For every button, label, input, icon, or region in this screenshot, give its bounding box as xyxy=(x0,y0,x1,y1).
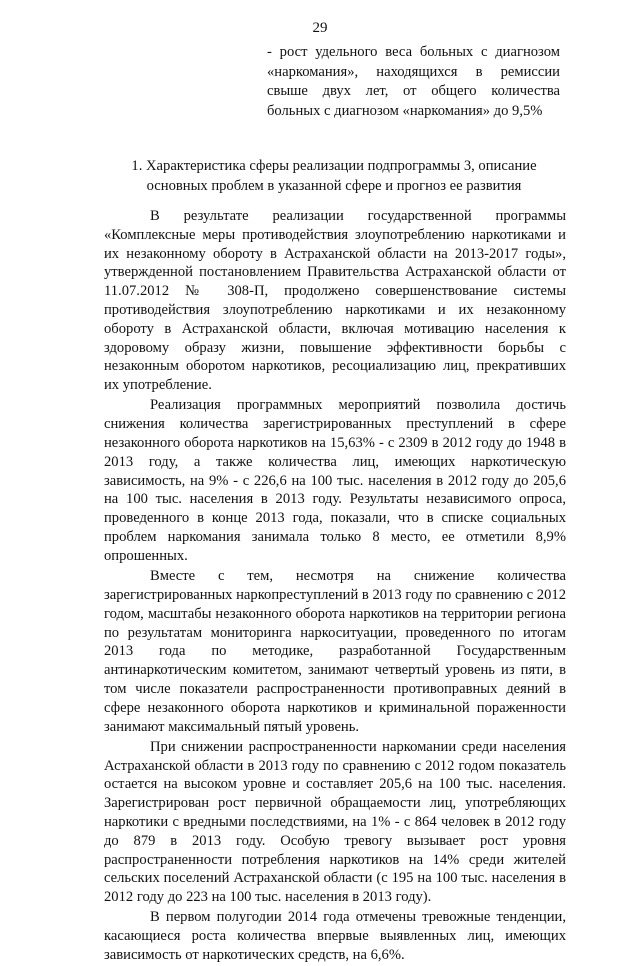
paragraph: При снижении распространенности наркомании среди населения Астраханской области в 2013 году по сравнению с 2012 годом показатель остается на высоком уровне и составляет 205,6 на 100 тыс. населения. Зарегистрирован рост первичной обращаемости лиц, употребляющих наркотики с вредными последствиями, на 1% - с 864 человек в 2012 году до 879 в 2013 году. Особую тревогу вызывает рост уровня распространенности потребления наркотиков на 14% среди жителей сельских поселений Астраханской области (с 195 на 100 тыс. населения в 2012 году до 223 на 100 тыс. населения в 2013 году). xyxy=(104,738,566,906)
page-number: 29 xyxy=(312,20,328,36)
section-heading: 1. Характеристика сферы реализации подпрограммы 3, описание основных проблем в указанной сфере и прогноз ее развития xyxy=(131,158,537,194)
paragraph: Вместе с тем, несмотря на снижение количества зарегистрированных наркопреступлений в 2013 году по сравнению с 2012 годом, масштабы незаконного оборота наркотиков на территории региона по результатам мониторинга наркоситуации, проведенного по итогам 2013 года по методике, разработанной Государственным антинаркотическим комитетом, занимают четвертый уровень из пяти, в том числе показатели распространенности противоправных деяний в сфере незаконного оборота наркотиков и криминальной пораженности занимают максимальный пятый уровень. xyxy=(104,568,566,735)
paragraph: В первом полугодии 2014 года отмечены тревожные тенденции, касающиеся роста количества впервые выявленных лиц, имеющих зависимость от наркотических средств, на 6,6%. xyxy=(104,909,566,964)
paragraph: В результате реализации государственной программы «Комплексные меры противодействия злоупотреблению наркотиками и их незаконному обороту в Астраханской области на 2013-2017 годы», утвержденной постановлением Правительства Астраханской области от 11.07.2012 № 308-П, продолжено совершенствование системы противодействия злоупотреблению наркотиками и их незаконному обороту в Астраханской области, включая мотивацию населения к здоровому образу жизни, повышение эффективности борьбы с незаконным оборотом наркотиков, ресоциализацию лиц, прекративших их употребление. xyxy=(104,208,566,394)
bullet-item: - рост удельного веса больных с диагнозом «наркомания», находящихся в ремиссии свыше двух лет, от общего количества больных с диагнозом «наркомания» до 9,5% xyxy=(267,44,560,119)
body-text xyxy=(104,207,566,966)
paragraph: Реализация программных мероприятий позволила достичь снижения количества зарегистрированных преступлений в сфере незаконного оборота наркотиков на 15,63% - с 2309 в 2012 году до 1948 в 2013 году, а также количества лиц, имеющих наркотическую зависимость, на 9% - с 226,6 на 100 тыс. населения в 2012 году до 205,6 на 100 тыс. населения в 2013 году. Результаты независимого опроса, проведенного в конце 2013 года, показали, что в списке социальных проблем наркомания занимала только 8 место, ее отметили 8,9% опрошенных. xyxy=(104,397,566,564)
